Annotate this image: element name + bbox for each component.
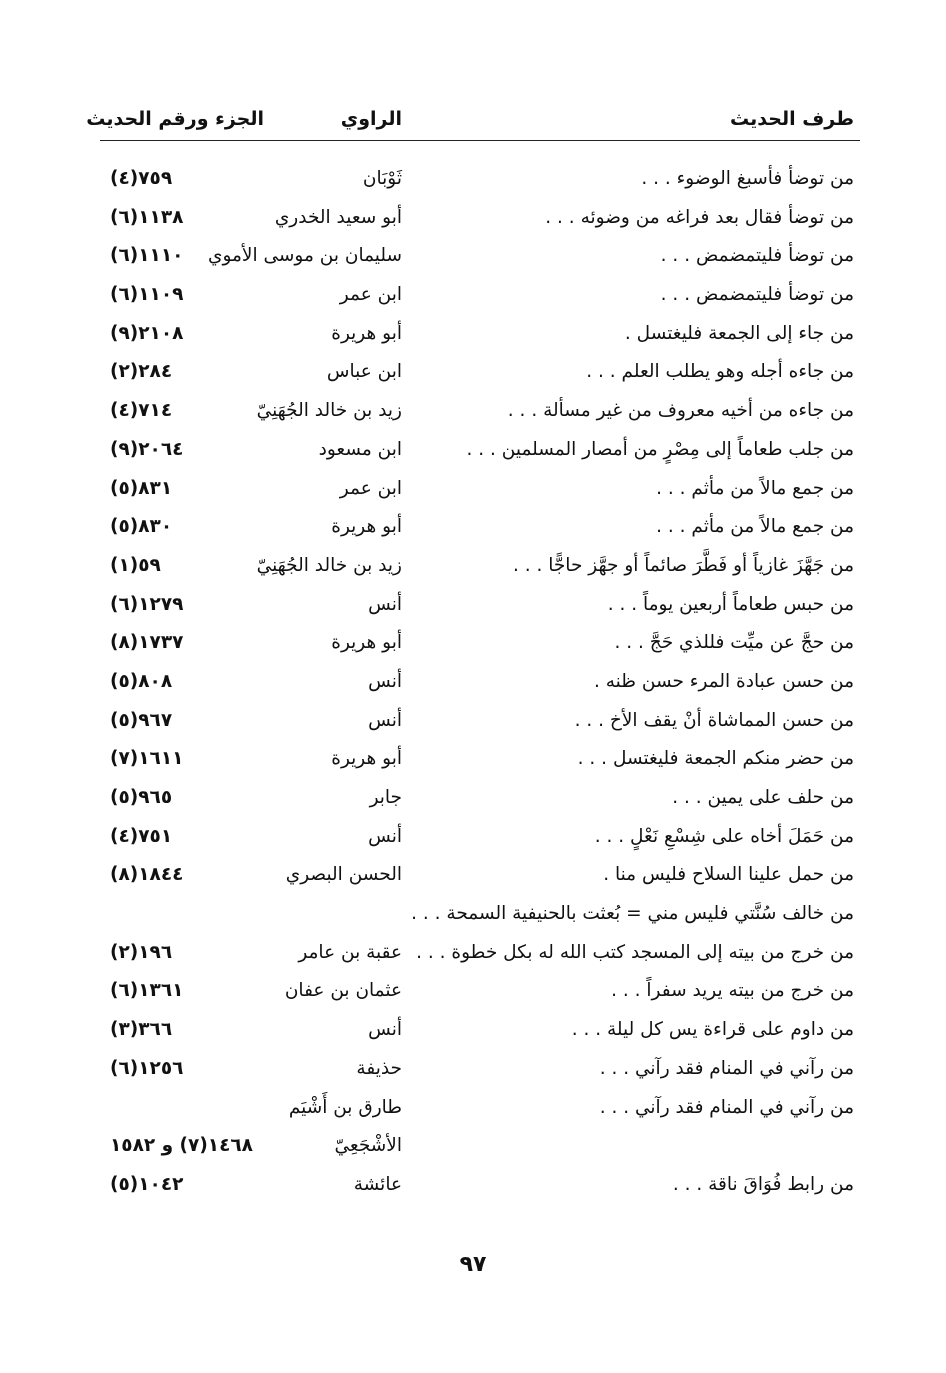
hadith-beginning: من جمع مالاً من مأثم . . .: [656, 477, 854, 499]
table-row: [100, 1168, 860, 1207]
volume-and-number: ٧١٤(٤): [110, 400, 173, 422]
hadith-beginning: من حضر منكم الجمعة فليغتسل . . .: [577, 748, 854, 770]
narrator: ابن عمر: [339, 477, 402, 499]
table-row: [100, 1013, 860, 1052]
hadith-beginning: من رآني في المنام فقد رآني . . .: [599, 1057, 854, 1079]
narrator: زيد بن خالد الجُهَنِيّ: [256, 400, 402, 422]
narrator: أبو سعيد الخدري: [274, 206, 402, 228]
narrator: ابن عباس: [326, 361, 402, 383]
volume-and-number: ٥٩(١): [110, 554, 161, 576]
table-row: [100, 549, 860, 588]
table-row: [100, 820, 860, 859]
narrator: أبو هريرة: [331, 322, 402, 344]
hadith-beginning: من جمع مالاً من مأثم . . .: [656, 516, 854, 538]
volume-and-number: ٩٦٥(٥): [110, 787, 173, 808]
volume-and-number: ٩٦٧(٥): [110, 709, 173, 731]
narrator: جابر: [369, 787, 402, 808]
hadith-beginning: من توضأ فليتمضمض . . .: [660, 245, 854, 267]
hadith-beginning: من حَمَلَ أخاه على شِسْعِ نَعْلٍ . . .: [594, 825, 854, 847]
volume-and-number: ١١٣٨(٦): [110, 206, 184, 228]
table-row: [100, 704, 860, 743]
table-row: [100, 742, 860, 781]
volume-and-number: ١٨٤٤(٨): [110, 864, 184, 886]
page-number: ٩٧: [459, 1252, 487, 1277]
hadith-beginning: من خرج من بيته يريد سفراً . . .: [611, 980, 854, 1002]
table-row: [100, 665, 860, 704]
hadith-beginning: من حمل علينا السلاح فليس منا .: [603, 864, 854, 886]
narrator: أبو هريرة: [331, 748, 402, 770]
hadith-beginning: من جَهَّزَ غازياً أو فَطَّرَ صائماً أو جهَّز حاجًّا . . .: [512, 554, 854, 576]
narrator: عقبة بن عامر: [298, 941, 402, 963]
volume-and-number: ١٢٧٩(٦): [110, 593, 184, 615]
table-row: [100, 897, 860, 936]
narrator: ابن عمر: [339, 284, 402, 306]
hadith-beginning: من رآني في المنام فقد رآني . . .: [599, 1096, 854, 1118]
hadith-beginning: من جلب طعاماً إلى مِصْرٍ من أمصار المسلمين . . .: [466, 438, 854, 460]
volume-and-number: ١٤٦٨(٧) و ١٥٨٢: [110, 1135, 253, 1157]
volume-and-number: ١٢٥٦(٦): [110, 1057, 184, 1079]
hadith-beginning: من جاءه من أخيه معروف من غير مسألة . . .: [507, 400, 854, 422]
table-row: [100, 936, 860, 975]
table-row: [100, 355, 860, 394]
hadith-beginning: من حبس طعاماً أربعين يوماً . . .: [607, 593, 854, 615]
hadith-beginning: من توضأ فقال بعد فراغه من وضوئه . . .: [545, 206, 854, 228]
hadith-beginning: من توضأ فليتمضمض . . .: [660, 284, 854, 306]
volume-and-number: ١١٠٩(٦): [110, 284, 184, 306]
table-row: [100, 588, 860, 627]
volume-and-number: ١٧٣٧(٨): [110, 632, 184, 654]
narrator: زيد بن خالد الجُهَنِيّ: [256, 554, 402, 576]
volume-and-number: ١٩٦(٢): [110, 941, 173, 963]
hadith-beginning: من حلف على يمين . . .: [672, 787, 854, 808]
hadith-beginning: من خرج من بيته إلى المسجد كتب الله له بكل خطوة . . .: [416, 941, 854, 963]
narrator: عائشة: [353, 1173, 402, 1195]
table-row: [100, 278, 860, 317]
volume-and-number: ٢٨٤(٢): [110, 361, 173, 383]
hadith-index-table: [100, 162, 860, 1207]
narrator: أنس: [368, 1019, 402, 1041]
narrator: أبو هريرة: [331, 516, 402, 538]
hadith-beginning: من داوم على قراءة يس كل ليلة . . .: [571, 1019, 854, 1041]
table-row: [100, 1052, 860, 1091]
volume-and-number: ٨٠٨(٥): [110, 670, 173, 692]
volume-and-number: ٨٣١(٥): [110, 477, 173, 499]
narrator: طارق بن أَشْيَم: [288, 1096, 402, 1118]
volume-and-number: ٧٥٩(٤): [110, 168, 173, 189]
hadith-beginning: من رابط فُوَاقَ ناقة . . .: [672, 1173, 854, 1195]
narrator: ثَوْبَان: [362, 168, 402, 189]
narrator: ابن مسعود: [318, 438, 402, 460]
hadith-beginning: من حسن المماشاة أنْ يقف الأخ . . .: [574, 709, 854, 731]
table-row: [100, 1091, 860, 1130]
header-narrator: الراوي: [340, 108, 402, 130]
table-row: [100, 510, 860, 549]
volume-and-number: ١١١٠(٦): [110, 245, 184, 267]
narrator: أنس: [368, 593, 402, 615]
hadith-beginning: من توضأ فأسبغ الوضوء . . .: [641, 168, 854, 189]
table-row: [100, 394, 860, 433]
volume-and-number: ١٦١١(٧): [110, 748, 184, 770]
narrator: الأشْجَعِيّ: [334, 1135, 402, 1157]
narrator: أنس: [368, 825, 402, 847]
narrator: عثمان بن عفان: [284, 980, 402, 1002]
narrator: أبو هريرة: [331, 632, 402, 654]
volume-and-number: ١٠٤٢(٥): [110, 1173, 184, 1195]
table-row: [100, 317, 860, 356]
volume-and-number: ٣٦٦(٣): [110, 1019, 173, 1041]
hadith-beginning: من خالف سُنَّتي فليس مني = بُعثت بالحنيفية السمحة . . .: [411, 903, 854, 925]
narrator: أنس: [368, 670, 402, 692]
hadith-beginning: من جاء إلى الجمعة فليغتسل .: [624, 322, 854, 344]
table-row: [100, 858, 860, 897]
table-row: [100, 1129, 860, 1168]
hadith-beginning: من حسن عبادة المرء حسن ظنه .: [594, 670, 854, 692]
header-hadith-beginning: طرف الحديث: [730, 108, 854, 130]
narrator: حذيفة: [356, 1057, 402, 1079]
table-row: [100, 472, 860, 511]
narrator: الحسن البصري: [285, 864, 402, 886]
table-row: [100, 201, 860, 240]
narrator: سليمان بن موسى الأموي: [207, 245, 402, 267]
hadith-beginning: من جاءه أجله وهو يطلب العلم . . .: [586, 361, 854, 383]
volume-and-number: ٨٣٠(٥): [110, 516, 173, 538]
volume-and-number: ٢٠٦٤(٩): [110, 438, 184, 460]
volume-and-number: ١٣٦١(٦): [110, 980, 184, 1002]
table-row: [100, 626, 860, 665]
table-row: [100, 239, 860, 278]
header-volume-number: الجزء ورقم الحديث: [86, 108, 264, 130]
table-row: [100, 781, 860, 820]
volume-and-number: ٧٥١(٤): [110, 825, 173, 847]
table-row: [100, 433, 860, 472]
table-row: [100, 974, 860, 1013]
hadith-beginning: من حجَّ عن ميِّت فللذي حَجَّ . . .: [614, 632, 854, 654]
volume-and-number: ٢١٠٨(٩): [110, 322, 184, 344]
table-row: [100, 162, 860, 201]
table-header: [86, 100, 860, 141]
narrator: أنس: [368, 709, 402, 731]
